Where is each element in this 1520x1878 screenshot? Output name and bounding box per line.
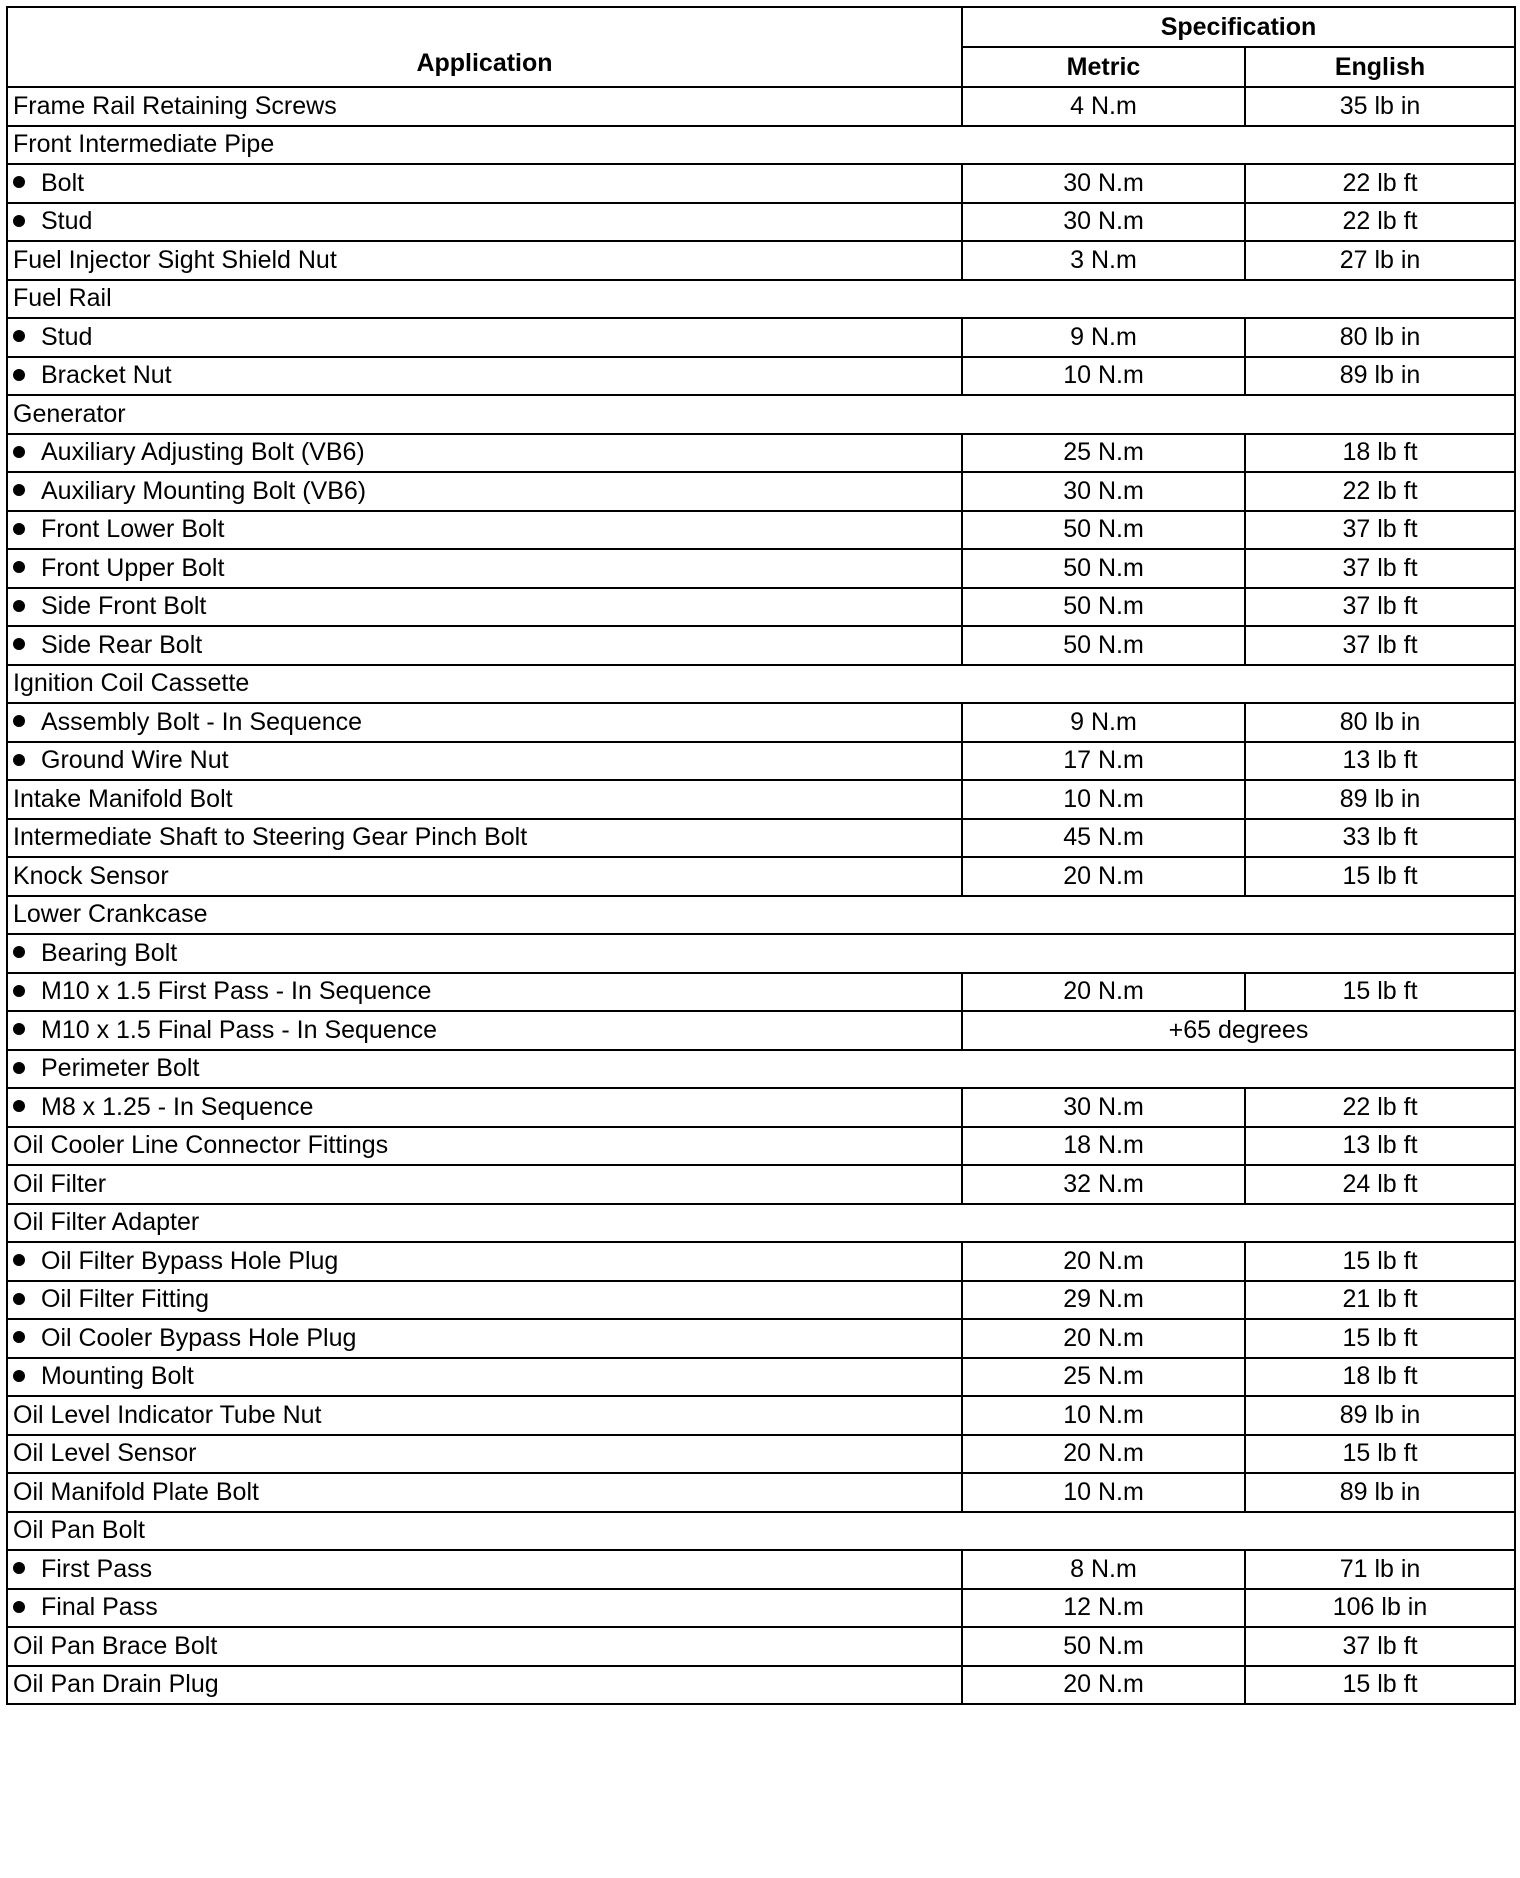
application-label: M10 x 1.5 First Pass - In Sequence bbox=[41, 977, 432, 1006]
table-row bbox=[7, 357, 1515, 396]
application-cell bbox=[7, 665, 1515, 704]
english-value: 15 lb ft bbox=[1245, 973, 1515, 1012]
english-value: 80 lb in bbox=[1245, 703, 1515, 742]
bullet-icon bbox=[13, 484, 25, 496]
application-label: Front Intermediate Pipe bbox=[13, 130, 275, 159]
metric-value: 9 N.m bbox=[962, 703, 1245, 742]
application-label: Assembly Bolt - In Sequence bbox=[41, 707, 362, 736]
application-label: Generator bbox=[13, 399, 126, 428]
application-label: Bracket Nut bbox=[41, 361, 172, 390]
application-cell bbox=[7, 626, 962, 665]
bullet-icon bbox=[13, 715, 25, 727]
table-row bbox=[7, 1396, 1515, 1435]
table-row bbox=[7, 1011, 1515, 1050]
metric-value: 50 N.m bbox=[962, 588, 1245, 627]
application-cell bbox=[7, 1011, 962, 1050]
application-cell bbox=[7, 1550, 962, 1589]
table-row bbox=[7, 1050, 1515, 1089]
application-cell bbox=[7, 357, 962, 396]
table-row bbox=[7, 588, 1515, 627]
english-value: 18 lb ft bbox=[1245, 434, 1515, 473]
metric-value: 45 N.m bbox=[962, 819, 1245, 858]
table-row bbox=[7, 1319, 1515, 1358]
application-label: Oil Manifold Plate Bolt bbox=[13, 1477, 259, 1506]
table-row bbox=[7, 857, 1515, 896]
table-row bbox=[7, 1204, 1515, 1243]
english-value: 22 lb ft bbox=[1245, 1088, 1515, 1127]
english-value: 22 lb ft bbox=[1245, 164, 1515, 203]
english-value: 27 lb in bbox=[1245, 241, 1515, 280]
application-label: Side Rear Bolt bbox=[41, 630, 203, 659]
application-label: Knock Sensor bbox=[13, 861, 169, 890]
application-cell bbox=[7, 472, 962, 511]
bullet-icon bbox=[13, 1293, 25, 1305]
application-label: Oil Filter Fitting bbox=[41, 1285, 210, 1314]
application-cell bbox=[7, 1165, 962, 1204]
application-label: Oil Pan Brace Bolt bbox=[13, 1631, 218, 1660]
metric-value: 10 N.m bbox=[962, 357, 1245, 396]
application-label: Oil Pan Bolt bbox=[13, 1516, 146, 1545]
english-value: 37 lb ft bbox=[1245, 1627, 1515, 1666]
application-cell bbox=[7, 742, 962, 781]
bullet-icon bbox=[13, 561, 25, 573]
metric-value: 50 N.m bbox=[962, 549, 1245, 588]
bullet-icon bbox=[13, 215, 25, 227]
bullet-icon bbox=[13, 523, 25, 535]
metric-value: 50 N.m bbox=[962, 511, 1245, 550]
table-row bbox=[7, 472, 1515, 511]
english-value: 24 lb ft bbox=[1245, 1165, 1515, 1204]
metric-value: 9 N.m bbox=[962, 318, 1245, 357]
english-value: 18 lb ft bbox=[1245, 1358, 1515, 1397]
application-cell bbox=[7, 87, 962, 126]
application-cell bbox=[7, 203, 962, 242]
metric-value: 3 N.m bbox=[962, 241, 1245, 280]
table-row bbox=[7, 626, 1515, 665]
header-specification: Specification bbox=[962, 7, 1515, 47]
table-row bbox=[7, 780, 1515, 819]
english-value: 37 lb ft bbox=[1245, 511, 1515, 550]
bullet-icon bbox=[13, 1562, 25, 1574]
application-cell bbox=[7, 896, 1515, 935]
application-cell bbox=[7, 1281, 962, 1320]
english-value: 13 lb ft bbox=[1245, 742, 1515, 781]
table-row bbox=[7, 896, 1515, 935]
metric-value: 50 N.m bbox=[962, 1627, 1245, 1666]
metric-value: 20 N.m bbox=[962, 1319, 1245, 1358]
table-row bbox=[7, 1165, 1515, 1204]
application-label: Stud bbox=[41, 207, 93, 236]
english-value: 37 lb ft bbox=[1245, 626, 1515, 665]
metric-value: 25 N.m bbox=[962, 1358, 1245, 1397]
torque-spec-table bbox=[6, 6, 1516, 1705]
application-label: Front Lower Bolt bbox=[41, 515, 225, 544]
table-row bbox=[7, 1627, 1515, 1666]
bullet-icon bbox=[13, 754, 25, 766]
application-label: M10 x 1.5 Final Pass - In Sequence bbox=[41, 1015, 438, 1044]
application-label: Oil Filter bbox=[13, 1169, 107, 1198]
bullet-icon bbox=[13, 1062, 25, 1074]
english-value: 22 lb ft bbox=[1245, 203, 1515, 242]
metric-value: 8 N.m bbox=[962, 1550, 1245, 1589]
application-cell bbox=[7, 1358, 962, 1397]
application-cell bbox=[7, 1589, 962, 1628]
table-row bbox=[7, 511, 1515, 550]
bullet-icon bbox=[13, 985, 25, 997]
metric-value: 50 N.m bbox=[962, 626, 1245, 665]
metric-value: 30 N.m bbox=[962, 1088, 1245, 1127]
metric-value: 30 N.m bbox=[962, 472, 1245, 511]
application-label: Mounting Bolt bbox=[41, 1362, 194, 1391]
application-cell bbox=[7, 1396, 962, 1435]
application-cell bbox=[7, 819, 962, 858]
table-row bbox=[7, 934, 1515, 973]
application-cell bbox=[7, 280, 1515, 319]
metric-value: 10 N.m bbox=[962, 780, 1245, 819]
english-value: 37 lb ft bbox=[1245, 549, 1515, 588]
table-row bbox=[7, 665, 1515, 704]
application-label: Side Front Bolt bbox=[41, 592, 207, 621]
application-cell bbox=[7, 241, 962, 280]
header-application: Application bbox=[7, 7, 962, 87]
application-cell bbox=[7, 1050, 1515, 1089]
table-row bbox=[7, 1666, 1515, 1705]
metric-value: 30 N.m bbox=[962, 203, 1245, 242]
application-label: Ground Wire Nut bbox=[41, 746, 229, 775]
english-value: 21 lb ft bbox=[1245, 1281, 1515, 1320]
english-value: 71 lb in bbox=[1245, 1550, 1515, 1589]
metric-value: 20 N.m bbox=[962, 1666, 1245, 1705]
application-cell bbox=[7, 973, 962, 1012]
bullet-icon bbox=[13, 176, 25, 188]
table-row bbox=[7, 395, 1515, 434]
application-cell bbox=[7, 1204, 1515, 1243]
table-row bbox=[7, 1088, 1515, 1127]
application-cell bbox=[7, 1435, 962, 1474]
application-cell bbox=[7, 780, 962, 819]
application-cell bbox=[7, 549, 962, 588]
english-value: 89 lb in bbox=[1245, 357, 1515, 396]
table-row bbox=[7, 1281, 1515, 1320]
application-cell bbox=[7, 934, 1515, 973]
table-row bbox=[7, 203, 1515, 242]
application-label: Auxiliary Mounting Bolt (VB6) bbox=[41, 476, 367, 505]
table-row bbox=[7, 819, 1515, 858]
table-row bbox=[7, 1242, 1515, 1281]
table-row bbox=[7, 280, 1515, 319]
application-label: Oil Cooler Line Connector Fittings bbox=[13, 1131, 389, 1160]
application-cell bbox=[7, 1666, 962, 1705]
table-row bbox=[7, 1473, 1515, 1512]
metric-value: 29 N.m bbox=[962, 1281, 1245, 1320]
table-row bbox=[7, 549, 1515, 588]
application-cell bbox=[7, 1319, 962, 1358]
application-cell bbox=[7, 1627, 962, 1666]
table-row bbox=[7, 973, 1515, 1012]
table-row bbox=[7, 1358, 1515, 1397]
application-label: Front Upper Bolt bbox=[41, 553, 225, 582]
english-value: 106 lb in bbox=[1245, 1589, 1515, 1628]
metric-value: 32 N.m bbox=[962, 1165, 1245, 1204]
metric-value: 17 N.m bbox=[962, 742, 1245, 781]
application-cell bbox=[7, 1127, 962, 1166]
bullet-icon bbox=[13, 600, 25, 612]
metric-value: 10 N.m bbox=[962, 1396, 1245, 1435]
application-label: Lower Crankcase bbox=[13, 900, 208, 929]
table-header bbox=[7, 7, 1515, 87]
metric-value: 20 N.m bbox=[962, 857, 1245, 896]
english-value: 13 lb ft bbox=[1245, 1127, 1515, 1166]
metric-value: 30 N.m bbox=[962, 164, 1245, 203]
english-value: 80 lb in bbox=[1245, 318, 1515, 357]
application-label: First Pass bbox=[41, 1554, 153, 1583]
application-label: Bolt bbox=[41, 168, 85, 197]
application-label: Bearing Bolt bbox=[41, 938, 178, 967]
english-value: 89 lb in bbox=[1245, 780, 1515, 819]
application-label: Oil Level Sensor bbox=[13, 1439, 197, 1468]
bullet-icon bbox=[13, 638, 25, 650]
application-label: Intermediate Shaft to Steering Gear Pinch Bolt bbox=[13, 823, 528, 852]
english-value: 22 lb ft bbox=[1245, 472, 1515, 511]
bullet-icon bbox=[13, 1370, 25, 1382]
table-row bbox=[7, 1127, 1515, 1166]
header-english: English bbox=[1245, 47, 1515, 87]
application-cell bbox=[7, 126, 1515, 165]
application-label: Fuel Rail bbox=[13, 284, 112, 313]
application-cell bbox=[7, 857, 962, 896]
metric-value: 25 N.m bbox=[962, 434, 1245, 473]
table-row bbox=[7, 164, 1515, 203]
application-cell bbox=[7, 588, 962, 627]
metric-value: 18 N.m bbox=[962, 1127, 1245, 1166]
bullet-icon bbox=[13, 1254, 25, 1266]
header-metric: Metric bbox=[962, 47, 1245, 87]
application-cell bbox=[7, 395, 1515, 434]
application-label: Perimeter Bolt bbox=[41, 1054, 200, 1083]
application-label: Final Pass bbox=[41, 1593, 158, 1622]
application-label: M8 x 1.25 - In Sequence bbox=[41, 1092, 314, 1121]
application-cell bbox=[7, 511, 962, 550]
english-value: 35 lb in bbox=[1245, 87, 1515, 126]
application-label: Intake Manifold Bolt bbox=[13, 784, 233, 813]
bullet-icon bbox=[13, 1100, 25, 1112]
bullet-icon bbox=[13, 1023, 25, 1035]
application-cell bbox=[7, 318, 962, 357]
english-value: 15 lb ft bbox=[1245, 857, 1515, 896]
application-cell bbox=[7, 1242, 962, 1281]
spec-value-cell: +65 degrees bbox=[962, 1011, 1515, 1050]
metric-value: 20 N.m bbox=[962, 1435, 1245, 1474]
application-label: Auxiliary Adjusting Bolt (VB6) bbox=[41, 438, 365, 467]
bullet-icon bbox=[13, 446, 25, 458]
table-row bbox=[7, 241, 1515, 280]
english-value: 15 lb ft bbox=[1245, 1435, 1515, 1474]
metric-value: 20 N.m bbox=[962, 973, 1245, 1012]
table-row bbox=[7, 703, 1515, 742]
table-row bbox=[7, 1589, 1515, 1628]
table-row bbox=[7, 318, 1515, 357]
english-value: 89 lb in bbox=[1245, 1473, 1515, 1512]
english-value: 15 lb ft bbox=[1245, 1242, 1515, 1281]
application-label: Oil Pan Drain Plug bbox=[13, 1670, 219, 1699]
application-cell bbox=[7, 703, 962, 742]
application-cell bbox=[7, 1512, 1515, 1551]
bullet-icon bbox=[13, 330, 25, 342]
application-cell bbox=[7, 164, 962, 203]
application-label: Frame Rail Retaining Screws bbox=[13, 91, 337, 120]
table-row bbox=[7, 1435, 1515, 1474]
bullet-icon bbox=[13, 369, 25, 381]
metric-value: 12 N.m bbox=[962, 1589, 1245, 1628]
bullet-icon bbox=[13, 1331, 25, 1343]
english-value: 89 lb in bbox=[1245, 1396, 1515, 1435]
table-row bbox=[7, 1512, 1515, 1551]
english-value: 15 lb ft bbox=[1245, 1666, 1515, 1705]
application-label: Oil Cooler Bypass Hole Plug bbox=[41, 1323, 357, 1352]
bullet-icon bbox=[13, 946, 25, 958]
application-label: Oil Level Indicator Tube Nut bbox=[13, 1400, 322, 1429]
english-value: 37 lb ft bbox=[1245, 588, 1515, 627]
table-row bbox=[7, 1550, 1515, 1589]
metric-value: 4 N.m bbox=[962, 87, 1245, 126]
metric-value: 10 N.m bbox=[962, 1473, 1245, 1512]
application-label: Oil Filter Bypass Hole Plug bbox=[41, 1246, 339, 1275]
application-cell bbox=[7, 1473, 962, 1512]
table-row bbox=[7, 742, 1515, 781]
application-cell bbox=[7, 434, 962, 473]
table-row bbox=[7, 87, 1515, 126]
english-value: 33 lb ft bbox=[1245, 819, 1515, 858]
table-row bbox=[7, 126, 1515, 165]
english-value: 15 lb ft bbox=[1245, 1319, 1515, 1358]
metric-value: 20 N.m bbox=[962, 1242, 1245, 1281]
bullet-icon bbox=[13, 1601, 25, 1613]
application-label: Ignition Coil Cassette bbox=[13, 669, 250, 698]
application-cell bbox=[7, 1088, 962, 1127]
application-label: Stud bbox=[41, 322, 93, 351]
table-body bbox=[7, 87, 1515, 1704]
application-label: Oil Filter Adapter bbox=[13, 1208, 200, 1237]
application-label: Fuel Injector Sight Shield Nut bbox=[13, 245, 337, 274]
table-row bbox=[7, 434, 1515, 473]
